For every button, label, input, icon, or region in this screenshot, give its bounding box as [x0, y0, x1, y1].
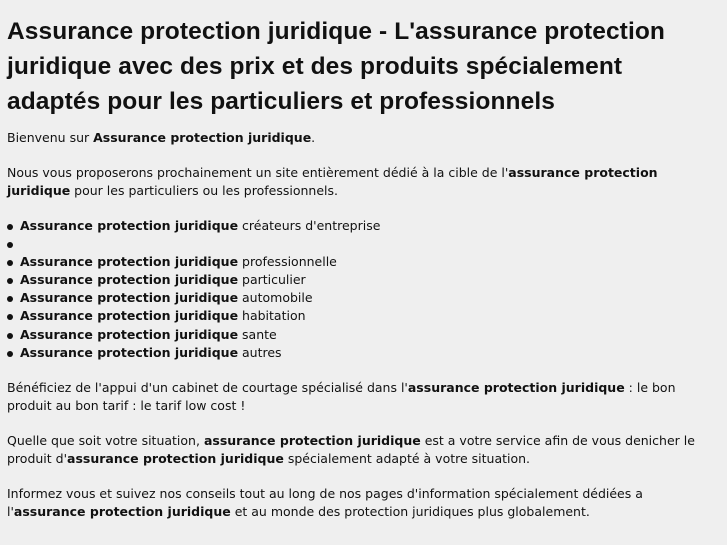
list-item — [7, 344, 720, 362]
welcome-keyword: Assurance protection juridique — [93, 130, 312, 145]
situation-end: spécialement adapté à votre situation. — [283, 450, 531, 466]
benefit-end: : le bon produit au bon tarif : le tarif low cost ! — [7, 379, 676, 413]
welcome-end: . — [311, 130, 316, 145]
list-item-text: autres — [238, 344, 282, 360]
inform-keyword: assurance protection juridique — [13, 503, 231, 519]
products-list — [7, 217, 720, 362]
page-title: Assurance protection juridique - L'assurance protection juridique avec des prix et des produits spécialement adaptés pour les particuliers et professionnels — [7, 18, 665, 115]
benefit-keyword: assurance protection juridique — [407, 379, 625, 395]
intro-text: Nous vous proposerons prochainement un site entièrement dédié à la cible de l' — [7, 165, 509, 180]
list-item-text: sante — [238, 326, 277, 342]
list-item — [7, 271, 720, 289]
list-item-text: habitation — [238, 308, 306, 324]
situation-text: Quelle que soit votre situation, — [7, 432, 204, 448]
bullet-icon — [7, 314, 13, 320]
list-item-text: professionnelle — [238, 254, 337, 270]
list-item-keyword: Assurance protection juridique — [20, 272, 239, 288]
intro-keyword: assurance protection juridique — [7, 165, 658, 198]
list-item-keyword: Assurance protection juridique — [20, 344, 239, 360]
list-item — [7, 326, 720, 344]
list-item — [7, 235, 720, 253]
situation-keyword: assurance protection juridique — [203, 432, 421, 448]
list-item-text: automobile — [238, 290, 313, 306]
benefit-paragraph — [7, 379, 720, 415]
inform-end: et au monde des protection juridiques plus globalement. — [230, 503, 590, 519]
list-item-keyword: Assurance protection juridique — [20, 326, 239, 342]
situation-middle: est a votre service afin de vous denicher le produit d' — [7, 432, 695, 466]
list-item-keyword: Assurance protection juridique — [20, 218, 239, 233]
list-item-keyword: Assurance protection juridique — [20, 308, 239, 324]
welcome-paragraph — [7, 129, 720, 147]
bullet-icon — [7, 278, 13, 284]
list-item — [7, 217, 720, 235]
bullet-icon — [7, 260, 13, 266]
situation-keyword-2: assurance protection juridique — [67, 450, 284, 466]
intro-end: pour les particuliers ou les professionnels. — [70, 183, 338, 198]
list-item — [7, 289, 720, 307]
list-item — [7, 307, 720, 325]
bullet-icon — [7, 333, 13, 339]
benefit-text: Bénéficiez de l'appui d'un cabinet de courtage spécialisé dans l' — [7, 379, 408, 395]
bullet-icon — [7, 224, 13, 230]
inform-paragraph — [7, 485, 720, 521]
situation-paragraph — [7, 432, 720, 468]
inform-text: Informez vous et suivez nos conseils tout au long de nos pages d'information spécialement dédiées a l' — [7, 485, 643, 519]
list-item-keyword: Assurance protection juridique — [20, 290, 239, 306]
bullet-icon — [7, 242, 13, 248]
list-item-keyword: Assurance protection juridique — [20, 254, 239, 270]
welcome-text: Bienvenu sur — [7, 130, 94, 145]
list-item — [7, 253, 720, 271]
list-item-text: créateurs d'entreprise — [238, 218, 381, 233]
list-item-text: particulier — [238, 272, 306, 288]
bullet-icon — [7, 296, 13, 302]
intro-paragraph — [7, 164, 720, 200]
bullet-icon — [7, 351, 13, 357]
